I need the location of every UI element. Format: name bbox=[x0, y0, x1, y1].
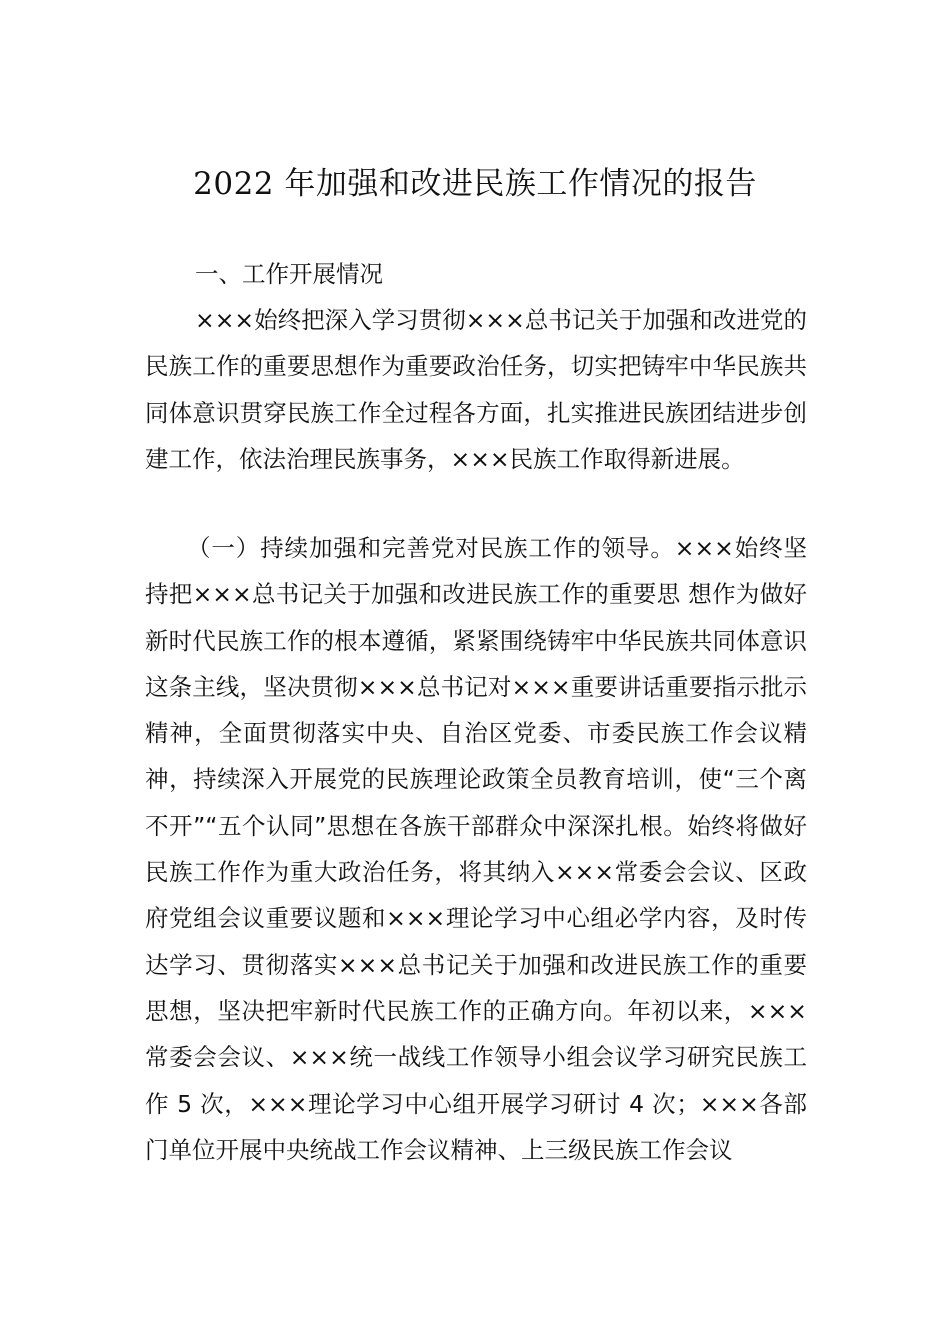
paragraph-leadership: （一）持续加强和完善党对民族工作的领导。×××始终坚持把×××总书记关于加强和改进民族工作的重要思 想作为做好新时代民族工作的根本遵循，紧紧围绕铸牢中华民族共同体意识这条主线，坚决贯彻×××总书记对×××重要讲话重要指示批示精神，全面贯彻落实中央、自治区党委、市委民族工作会议精神，持续深入开展党的民族理论政策全员教育培训，使“三个离不开”“五个认同”思想在各族干部群众中深深扎根。始终将做好民族工作作为重大政治任务，将其纳入×××常委会会议、区政府党组会议重要议题和×××理论学习中心组必学内容，及时传达学习、贯彻落实×××总书记关于加强和改进民族工作的重要思想，坚决把牢新时代民族工作的正确方向。年初以来，×××常委会会议、×××统一战线工作领导小组会议学习研究民族工作 5 次，×××理论学习中心组开展学习研讨 4 次；×××各部门单位开展中央统战工作会议精神、上三级民族工作会议 bbox=[145, 534, 807, 1164]
document-title: 2022 年加强和改进民族工作情况的报告 bbox=[193, 166, 757, 202]
paragraph-intro: ×××始终把深入学习贯彻×××总书记关于加强和改进党的民族工作的重要思想作为重要政治任务，切实把铸牢中华民族共同体意识贯穿民族工作全过程各方面，扎实推进民族团结进步创建工作，依法治理民族事务，×××民族工作取得新进展。 bbox=[145, 306, 807, 473]
section-heading: 一、工作开展情况 bbox=[195, 260, 383, 288]
